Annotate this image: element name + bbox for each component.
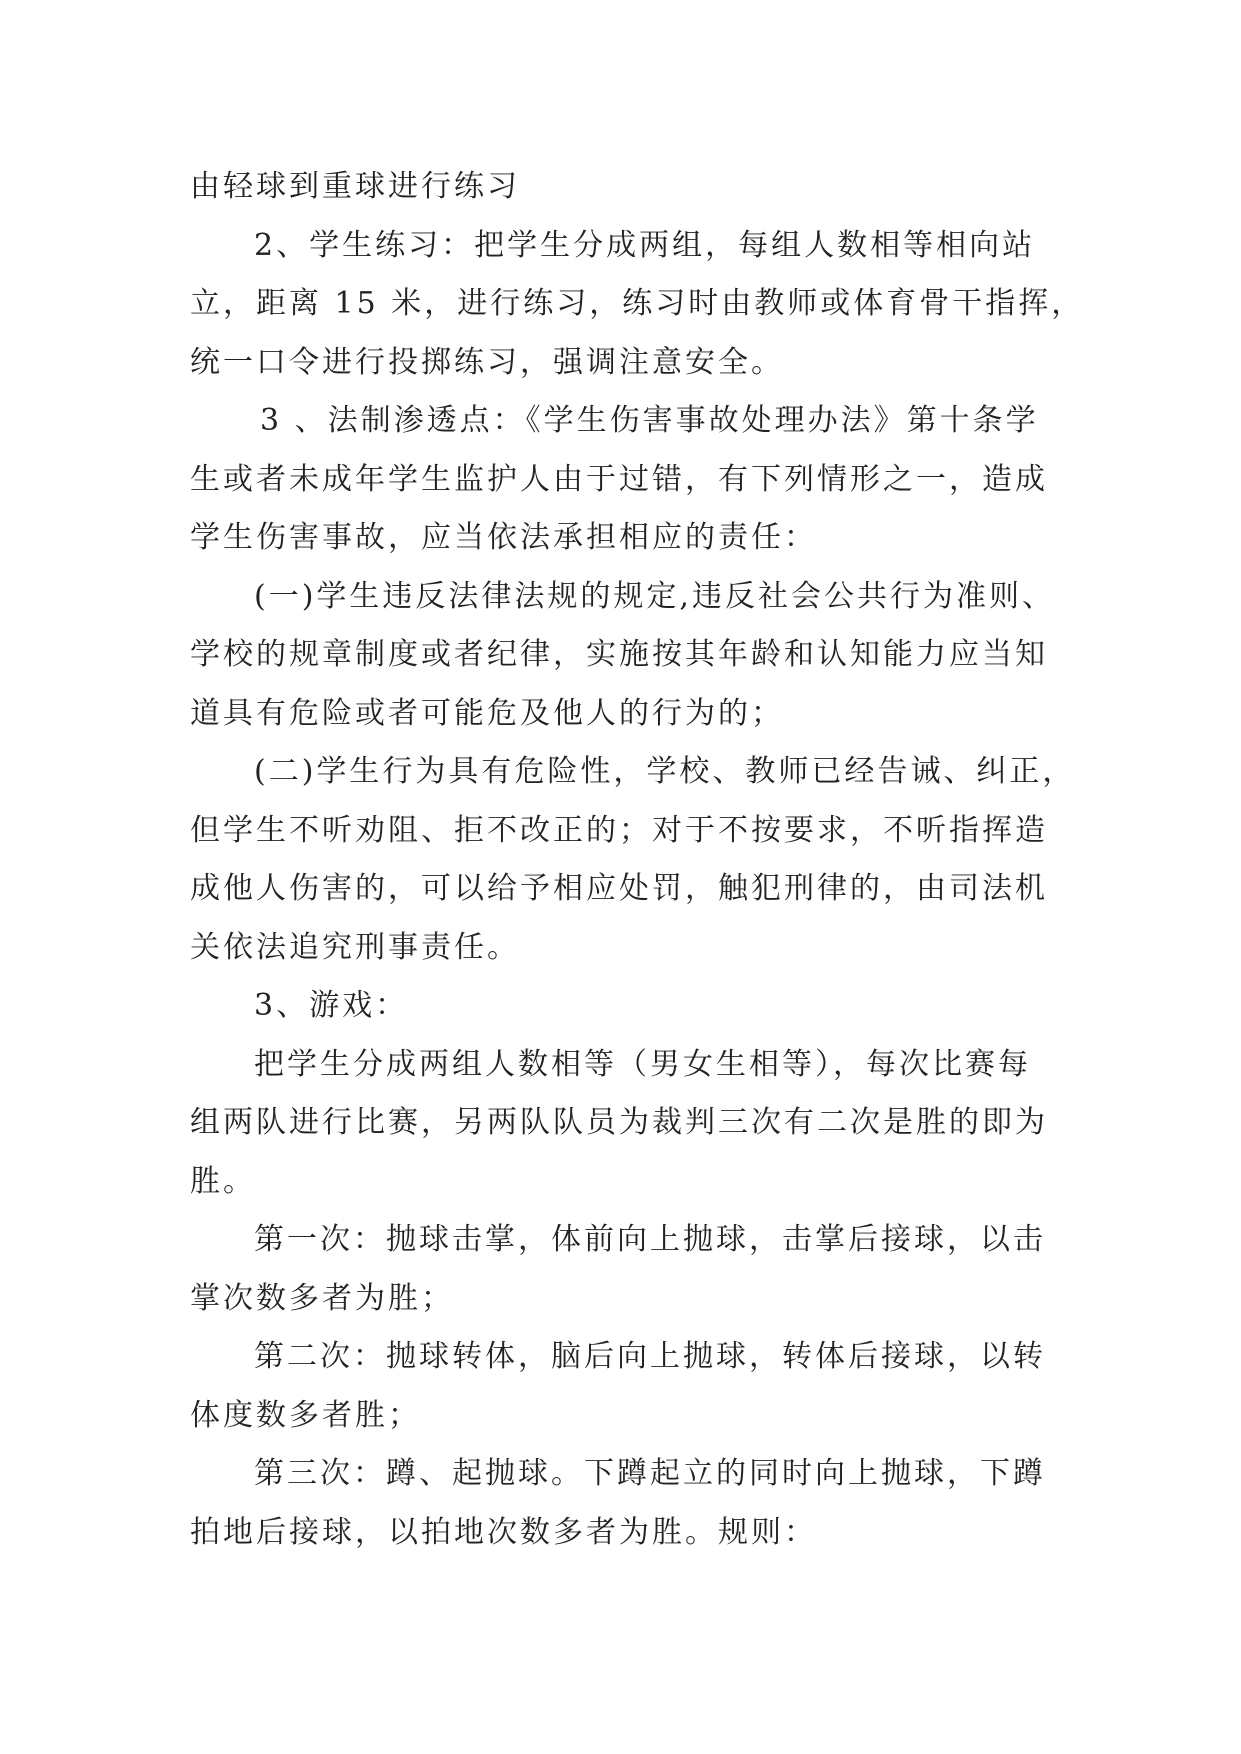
text-line: 统一口令进行投掷练习，强调注意安全。 [190, 344, 784, 380]
text-line: 立，距离 15 米，进行练习，练习时由教师或体育骨干指挥， [190, 286, 1085, 321]
text-line: 由轻球到重球进行练习 [190, 169, 520, 204]
text-line: 掌次数多者为胜； [190, 1280, 454, 1316]
text-line: 拍地后接球，以拍地次数多者为胜。规则： [190, 1514, 817, 1550]
text-line: 关依法追究刑事责任。 [190, 929, 520, 965]
text-line: 胜。 [190, 1163, 256, 1199]
text-line: 第三次：蹲、起抛球。下蹲起立的同时向上抛球，下蹲 [254, 1456, 1046, 1491]
text-line: (一)学生违反法律法规的规定,违反社会公共行为准则、 [254, 578, 1055, 614]
text-line: 3 、法制渗透点：《学生伤害事故处理办法》第十条学 [260, 403, 1039, 438]
text-line: 组两队进行比赛，另两队队员为裁判三次有二次是胜的即为 [190, 1105, 1048, 1140]
text-line: 生或者未成年学生监护人由于过错，有下列情形之一，造成 [190, 461, 1048, 497]
text-line: 第一次：抛球击掌，体前向上抛球，击掌后接球，以击 [254, 1222, 1046, 1257]
text-line: 把学生分成两组人数相等（男女生相等），每次比赛每 [254, 1046, 1031, 1082]
text-line: 但学生不听劝阻、拒不改正的；对于不按要求，不听指挥造 [190, 812, 1048, 848]
text-line: 体度数多者胜； [190, 1397, 421, 1433]
document-body [190, 158, 1085, 1562]
text-line: 2、学生练习：把学生分成两组，每组人数相等相向站 [254, 227, 1036, 263]
text-line: (二)学生行为具有危险性，学校、教师已经告诫、纠正， [254, 754, 1076, 789]
text-line: 学生伤害事故，应当依法承担相应的责任： [190, 520, 817, 555]
text-line: 学校的规章制度或者纪律，实施按其年龄和认知能力应当知 [190, 637, 1048, 672]
text-line: 3、游戏： [254, 988, 409, 1023]
text-line: 道具有危险或者可能危及他人的行为的； [190, 695, 784, 731]
text-line: 成他人伤害的，可以给予相应处罚，触犯刑律的，由司法机 [190, 871, 1048, 906]
text-line: 第二次：抛球转体，脑后向上抛球，转体后接球，以转 [254, 1339, 1046, 1374]
